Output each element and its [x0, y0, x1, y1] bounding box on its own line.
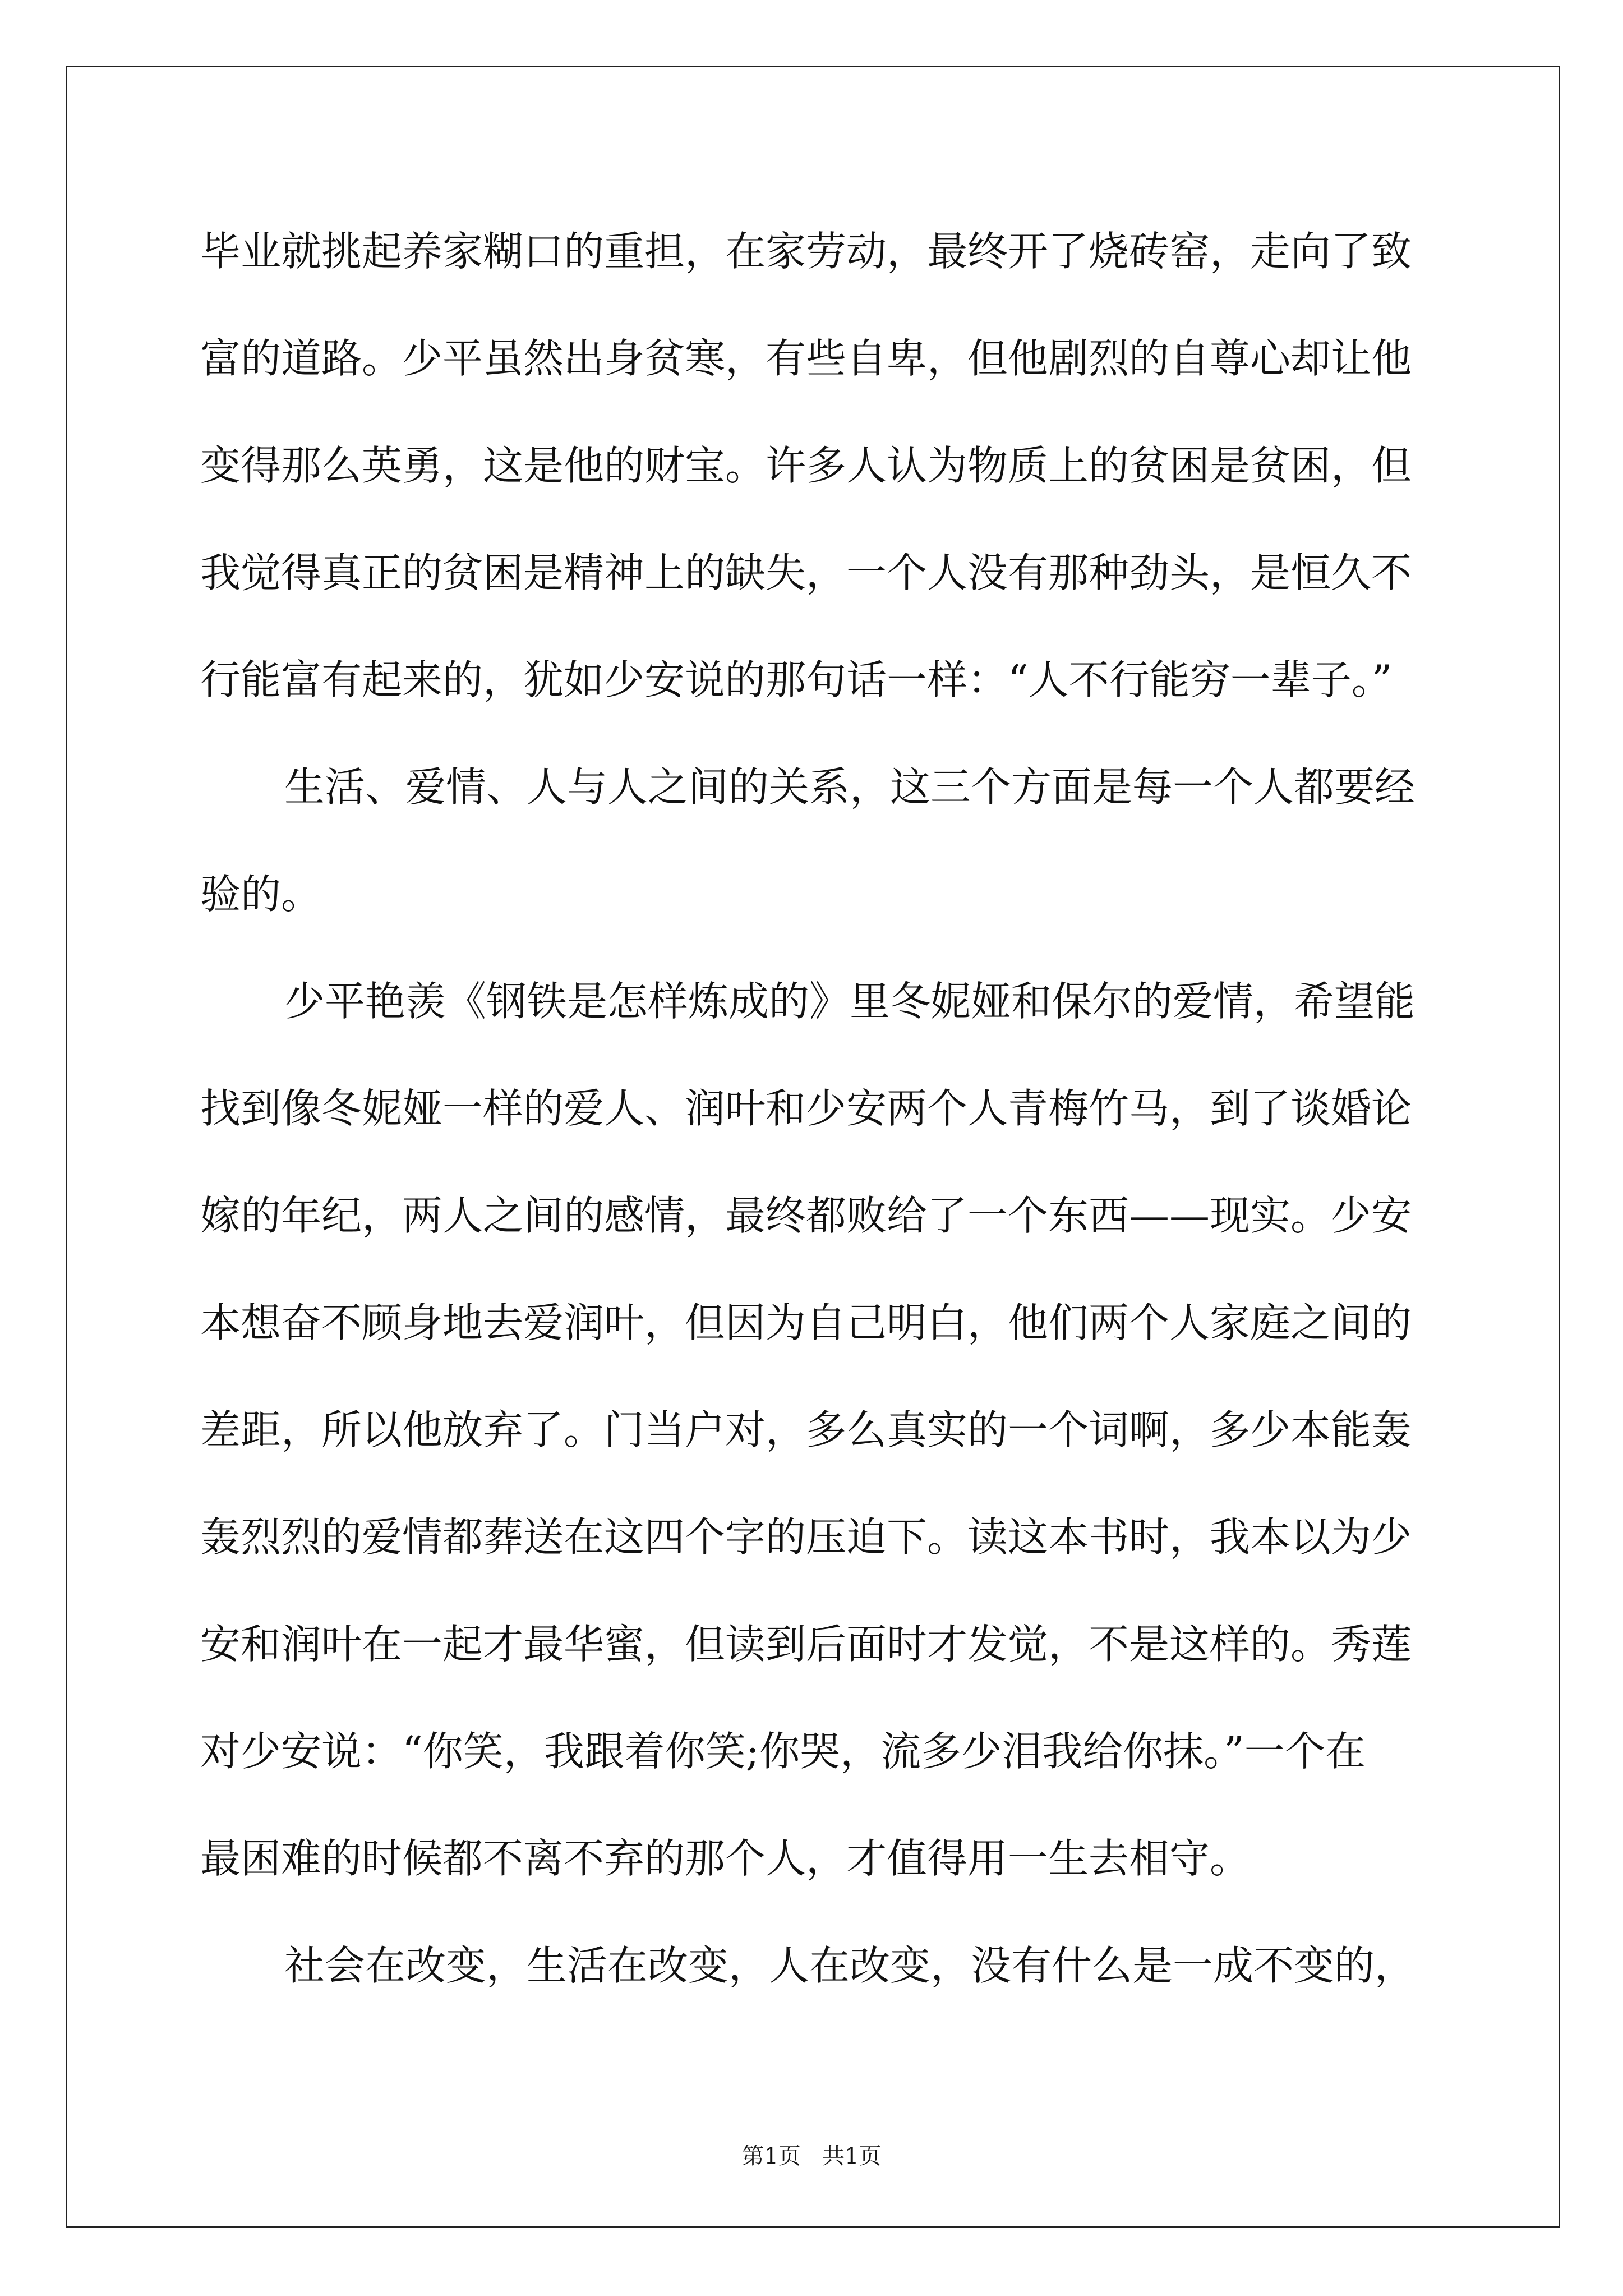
text-line: 差距，所以他放弃了。门当户对，多么真实的一个词啊，多少本能轰	[200, 1406, 1412, 1453]
text-line: 毕业就挑起养家糊口的重担，在家劳动，最终开了烧砖窑，走向了致	[200, 228, 1412, 275]
text-line: 嫁的年纪，两人之间的感情，最终都败给了一个东西——现实。少安	[200, 1192, 1412, 1239]
text-line: 变得那么英勇，这是他的财宝。许多人认为物质上的贫困是贫困，但	[200, 442, 1412, 489]
page-border	[66, 66, 1560, 2228]
text-line: 我觉得真正的贫困是精神上的缺失，一个人没有那种劲头，是恒久不	[200, 549, 1412, 596]
page-footer: 第1页 共1页	[741, 2143, 882, 2169]
text-line: 少平艳羡《钢铁是怎样炼成的》里冬妮娅和保尔的爱情，希望能	[284, 978, 1415, 1025]
text-line: 社会在改变，生活在改变，人在改变，没有什么是一成不变的，	[284, 1942, 1415, 1989]
text-line: 生活、爱情、人与人之间的关系，这三个方面是每一个人都要经	[284, 763, 1415, 811]
text-line: 验的。	[200, 871, 322, 918]
text-line: 对少安说：“你笑，我跟着你笑;你哭，流多少泪我给你抹。”一个在	[200, 1728, 1366, 1775]
text-line: 富的道路。少平虽然出身贫寒，有些自卑，但他剧烈的自尊心却让他	[200, 335, 1412, 382]
text-line: 安和润叶在一起才最华蜜，但读到后面时才发觉，不是这样的。秀莲	[200, 1621, 1412, 1668]
text-line: 轰烈烈的爱情都葬送在这四个字的压迫下。读这本书时，我本以为少	[200, 1513, 1412, 1561]
text-line: 行能富有起来的，犹如少安说的那句话一样：“人不行能穷一辈子。”	[200, 656, 1393, 703]
text-line: 最困难的时候都不离不弃的那个人，才值得用一生去相守。	[200, 1835, 1251, 1882]
text-line: 找到像冬妮娅一样的爱人、润叶和少安两个人青梅竹马，到了谈婚论	[200, 1085, 1412, 1132]
text-line: 本想奋不顾身地去爱润叶，但因为自己明白，他们两个人家庭之间的	[200, 1299, 1412, 1346]
